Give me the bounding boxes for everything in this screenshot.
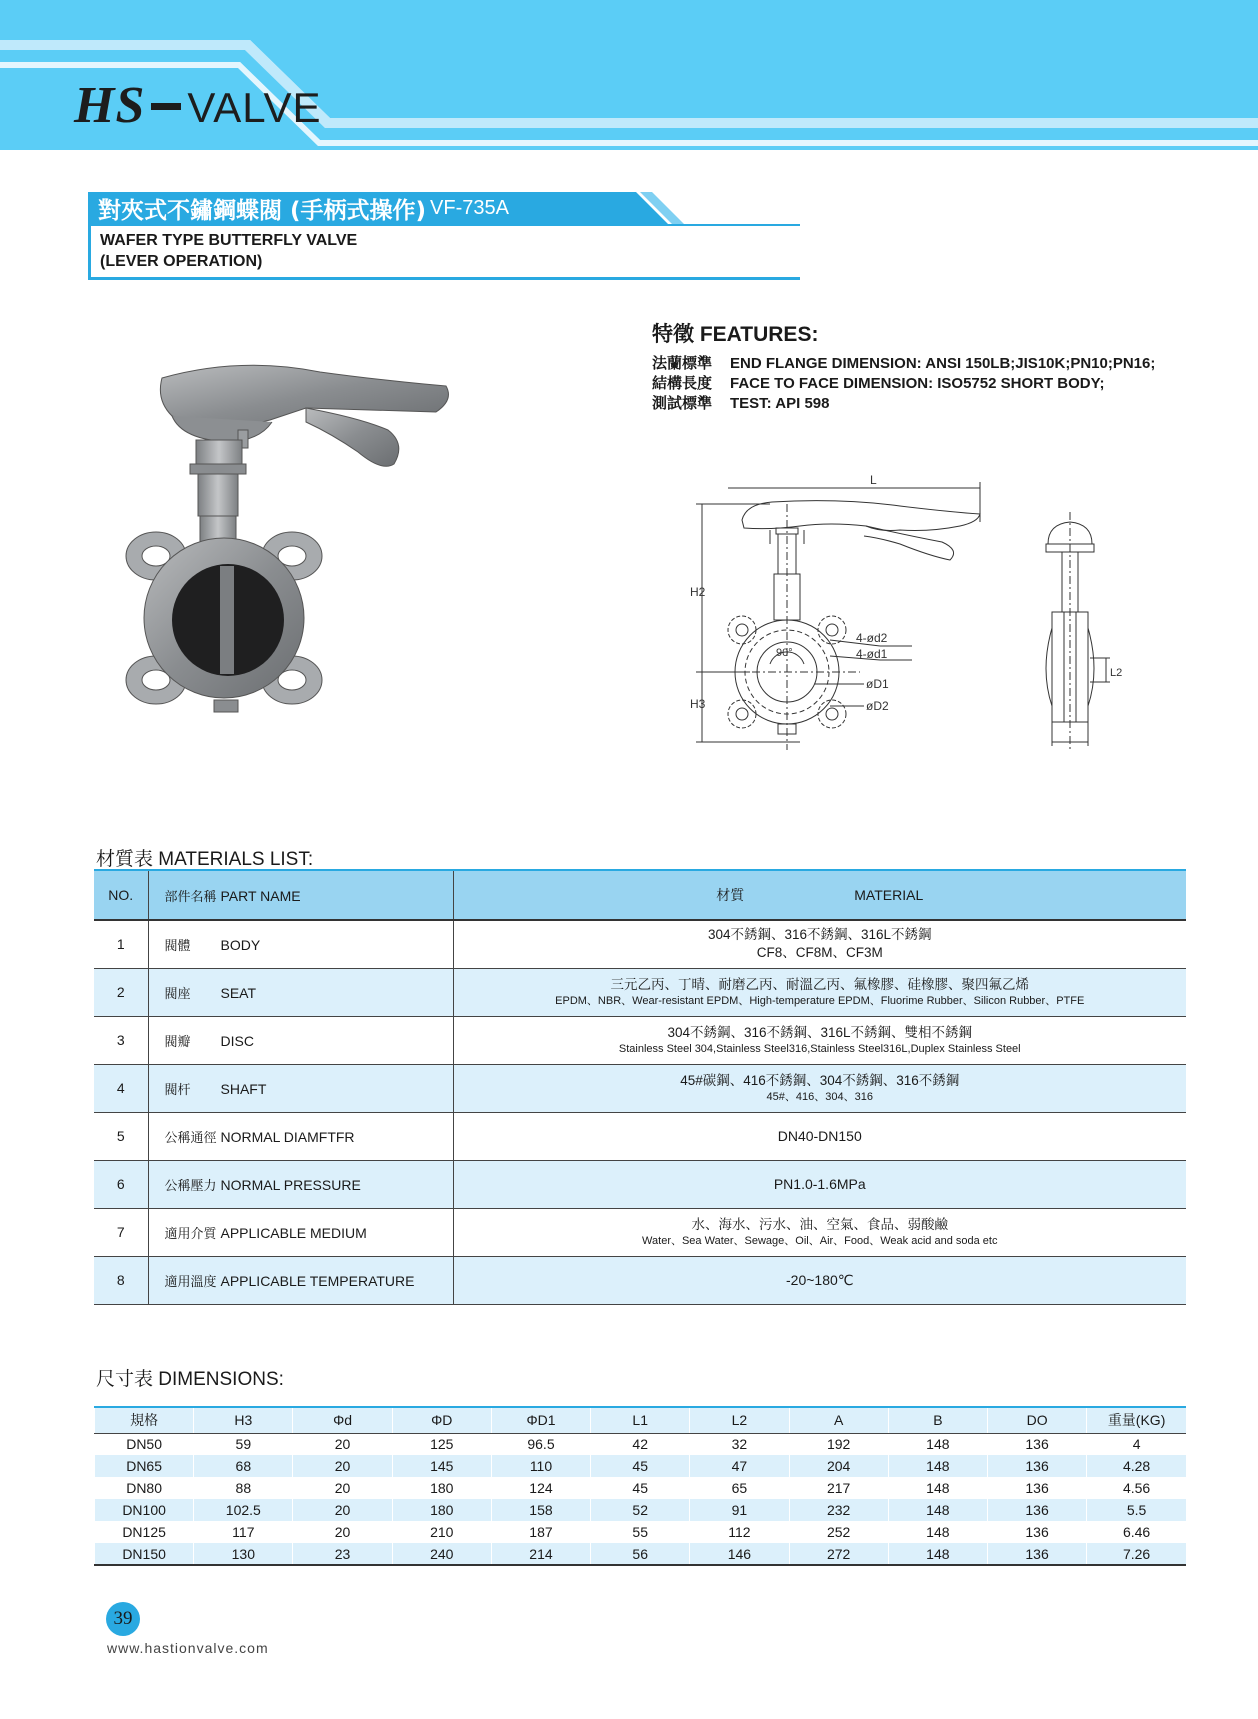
- material-part: [148, 1208, 453, 1256]
- label-l2: L2: [1110, 667, 1123, 679]
- side-view-drawing: [1030, 510, 1130, 760]
- dimensions-column-header: H3: [194, 1407, 293, 1433]
- dimensions-cell: 117: [194, 1521, 293, 1543]
- dimensions-column-header: A: [789, 1407, 888, 1433]
- part-cn: 公稱壓力: [164, 1177, 217, 1193]
- material-value: [453, 920, 1186, 968]
- dimensions-cell: DN50: [95, 1433, 194, 1455]
- materials-heading: 材質表 MATERIALS LIST:: [96, 849, 314, 870]
- dimensions-cell: 32: [690, 1433, 789, 1455]
- dimensions-cell: 214: [491, 1543, 590, 1565]
- dimensions-cell: 4.28: [1087, 1455, 1186, 1477]
- dimensions-row: [95, 1455, 1187, 1477]
- part-cn: 閥體: [164, 937, 191, 953]
- material-no: 4: [94, 1064, 148, 1112]
- material-no: 8: [94, 1256, 148, 1304]
- dimensions-table: [94, 1406, 1186, 1566]
- dimensions-cell: 59: [194, 1433, 293, 1455]
- material-cn: 304不銹鋼、316不銹鋼、316L不銹鋼、雙相不銹鋼: [667, 1024, 973, 1040]
- dimensions-column-header: 規格: [95, 1407, 194, 1433]
- dimensions-cell: 180: [392, 1499, 491, 1521]
- dimensions-cell: 217: [789, 1477, 888, 1499]
- material-cn: DN40-DN150: [777, 1128, 862, 1144]
- dimensions-cell: 52: [591, 1499, 690, 1521]
- part-cn: 適用溫度: [164, 1273, 217, 1289]
- front-view-drawing: [680, 470, 1000, 760]
- dimensions-cell: 187: [491, 1521, 590, 1543]
- material-row: [94, 1064, 1186, 1112]
- dimensions-cell: 42: [591, 1433, 690, 1455]
- feature-cn: 結構長度: [652, 375, 713, 392]
- part-cn: 閥座: [164, 985, 191, 1001]
- dimensions-cell: 148: [888, 1543, 987, 1565]
- part-en: BODY: [220, 936, 261, 953]
- website-url: www.hastionvalve.com: [107, 1640, 269, 1656]
- feature-en: END FLANGE DIMENSION: ANSI 150LB;JIS10K;PN10;PN16;: [730, 355, 1156, 372]
- material-value: [453, 1112, 1186, 1160]
- label-h2: H2: [690, 585, 706, 599]
- feature-item: [652, 374, 1212, 394]
- title-model: VF-735A: [430, 196, 509, 219]
- part-cn: 閥杆: [164, 1081, 191, 1097]
- material-en: Stainless Steel 304,Stainless Steel316,Stainless Steel316L,Duplex Stainless Steel: [618, 1042, 1021, 1055]
- dimensions-cell: 6.46: [1087, 1521, 1186, 1543]
- material-no: 6: [94, 1160, 148, 1208]
- dimensions-cell: 91: [690, 1499, 789, 1521]
- header-part-en: PART NAME: [220, 887, 301, 904]
- dimensions-cell: DN125: [95, 1521, 194, 1543]
- dimensions-row: [95, 1433, 1187, 1455]
- dimensions-cell: DN80: [95, 1477, 194, 1499]
- dimensions-cell: 110: [491, 1455, 590, 1477]
- dimensions-cell: 192: [789, 1433, 888, 1455]
- dimensions-cell: 125: [392, 1433, 491, 1455]
- dimensions-column-header: 重量(KG): [1087, 1407, 1186, 1433]
- dimensions-cell: 136: [987, 1477, 1086, 1499]
- material-value: [453, 1256, 1186, 1304]
- material-en: 45#、416、304、316: [766, 1090, 873, 1103]
- dimensions-header-row: [95, 1407, 1187, 1433]
- material-en: Water、Sea Water、Sewage、Oil、Air、Food、Weak acid and soda etc: [642, 1234, 998, 1247]
- dimensions-cell: 145: [392, 1455, 491, 1477]
- dimensions-cell: 136: [987, 1543, 1086, 1565]
- part-en: DISC: [220, 1032, 254, 1049]
- dimensions-cell: 148: [888, 1455, 987, 1477]
- product-photo: [120, 360, 460, 760]
- material-value: [453, 1064, 1186, 1112]
- dimensions-column-header: Φd: [293, 1407, 392, 1433]
- product-title-block: [88, 192, 800, 280]
- dimensions-cell: 20: [293, 1477, 392, 1499]
- feature-en: FACE TO FACE DIMENSION: ISO5752 SHORT BODY;: [730, 375, 1105, 392]
- material-value: [453, 1208, 1186, 1256]
- material-row: [94, 968, 1186, 1016]
- material-no: 2: [94, 968, 148, 1016]
- feature-cn: 測試標準: [652, 395, 713, 412]
- dimensions-cell: 136: [987, 1433, 1086, 1455]
- dimensions-row: [95, 1499, 1187, 1521]
- material-part: [148, 1016, 453, 1064]
- part-en: SEAT: [220, 984, 257, 1001]
- logo-valve: VALVE: [187, 84, 322, 131]
- dimensions-cell: 180: [392, 1477, 491, 1499]
- header-part-cn: 部件名稱: [164, 888, 217, 904]
- dimensions-cell: 204: [789, 1455, 888, 1477]
- material-part: [148, 1160, 453, 1208]
- material-part: [148, 968, 453, 1016]
- header-material-cn: 材質: [716, 887, 745, 903]
- dimensions-cell: 148: [888, 1521, 987, 1543]
- dimensions-cell: 148: [888, 1433, 987, 1455]
- feature-cn: 法蘭標準: [652, 355, 713, 372]
- material-no: 3: [94, 1016, 148, 1064]
- dimensions-row: [95, 1477, 1187, 1499]
- label-d2: 4-ød2: [856, 631, 888, 645]
- dimensions-cell: 102.5: [194, 1499, 293, 1521]
- label-angle: 90°: [776, 647, 793, 659]
- feature-item: [652, 394, 1212, 414]
- dimensions-cell: 240: [392, 1543, 491, 1565]
- title-bar-tail: [608, 192, 800, 226]
- dimensions-cell: 56: [591, 1543, 690, 1565]
- label-d1: 4-ød1: [856, 647, 888, 661]
- dimensions-cell: 158: [491, 1499, 590, 1521]
- material-value: [453, 1160, 1186, 1208]
- page-number-badge: 39: [106, 1602, 140, 1636]
- dimensions-cell: 210: [392, 1521, 491, 1543]
- part-en: APPLICABLE MEDIUM: [220, 1224, 367, 1241]
- dimensions-cell: DN100: [95, 1499, 194, 1521]
- label-l: L: [870, 473, 877, 487]
- dimensions-column-header: ΦD1: [491, 1407, 590, 1433]
- material-row: [94, 1112, 1186, 1160]
- dimensions-cell: 96.5: [491, 1433, 590, 1455]
- header-banner: [0, 0, 1258, 150]
- dimensions-cell: 23: [293, 1543, 392, 1565]
- material-cn: 三元乙丙、丁晴、耐磨乙丙、耐溫乙丙、氟橡膠、硅橡膠、聚四氟乙烯: [610, 976, 1029, 992]
- header-part-name: [148, 870, 453, 920]
- dimensions-cell: 20: [293, 1455, 392, 1477]
- material-part: [148, 1064, 453, 1112]
- part-en: APPLICABLE TEMPERATURE: [220, 1272, 415, 1289]
- material-part: [148, 1256, 453, 1304]
- part-cn: 閥瓣: [164, 1033, 191, 1049]
- dimensions-cell: 45: [591, 1455, 690, 1477]
- logo-hs: HS: [74, 77, 146, 134]
- dimensions-column-header: ΦD: [392, 1407, 491, 1433]
- dimensions-cell: 88: [194, 1477, 293, 1499]
- material-row: [94, 920, 1186, 968]
- material-no: 1: [94, 920, 148, 968]
- material-row: [94, 1160, 1186, 1208]
- dimensions-column-header: L2: [690, 1407, 789, 1433]
- dimensions-heading: 尺寸表 DIMENSIONS:: [96, 1369, 284, 1390]
- dimensions-cell: 136: [987, 1499, 1086, 1521]
- dimensions-cell: 4: [1087, 1433, 1186, 1455]
- label-h3: H3: [690, 697, 706, 711]
- dimensions-cell: 20: [293, 1521, 392, 1543]
- dimensions-cell: 136: [987, 1455, 1086, 1477]
- part-en: NORMAL DIAMFTFR: [220, 1128, 355, 1145]
- dimensions-cell: 232: [789, 1499, 888, 1521]
- material-cn: PN1.0-1.6MPa: [773, 1176, 866, 1192]
- material-row: [94, 1256, 1186, 1304]
- header-material-en: MATERIAL: [854, 887, 924, 903]
- part-cn: 適用介質: [164, 1225, 217, 1241]
- material-en: CF8、CF8M、CF3M: [756, 945, 883, 961]
- material-part: [148, 1112, 453, 1160]
- dimensions-column-header: B: [888, 1407, 987, 1433]
- dimensions-cell: 65: [690, 1477, 789, 1499]
- material-value: [453, 968, 1186, 1016]
- dimensions-cell: 112: [690, 1521, 789, 1543]
- logo-dash: [151, 103, 181, 110]
- dimensions-cell: 252: [789, 1521, 888, 1543]
- dimensions-column-header: L1: [591, 1407, 690, 1433]
- header-no: NO.: [94, 870, 148, 920]
- header-material: [453, 870, 1186, 920]
- dimensions-cell: 148: [888, 1499, 987, 1521]
- dimensions-row: [95, 1543, 1187, 1565]
- label-dh: øD1: [866, 677, 889, 691]
- feature-en: TEST: API 598: [730, 395, 830, 412]
- material-no: 5: [94, 1112, 148, 1160]
- dimensions-cell: 20: [293, 1499, 392, 1521]
- material-part: [148, 920, 453, 968]
- title-bottom-rule: [88, 277, 800, 280]
- dimensions-cell: 55: [591, 1521, 690, 1543]
- title-english-line1: WAFER TYPE BUTTERFLY VALVE: [100, 232, 358, 249]
- dimensions-column-header: DO: [987, 1407, 1086, 1433]
- dimensions-cell: 68: [194, 1455, 293, 1477]
- dimensions-cell: DN150: [95, 1543, 194, 1565]
- material-cn: 水、海水、污水、油、空氣、食品、弱酸鹼: [691, 1216, 948, 1232]
- dimensions-cell: 148: [888, 1477, 987, 1499]
- dimensions-cell: 124: [491, 1477, 590, 1499]
- dimensions-cell: 7.26: [1087, 1543, 1186, 1565]
- dimensions-cell: 4.56: [1087, 1477, 1186, 1499]
- dimensions-cell: 45: [591, 1477, 690, 1499]
- dimensions-cell: 146: [690, 1543, 789, 1565]
- material-no: 7: [94, 1208, 148, 1256]
- dimensions-cell: 47: [690, 1455, 789, 1477]
- title-english-line2: (LEVER OPERATION): [100, 253, 263, 270]
- materials-header-row: [94, 870, 1186, 920]
- material-cn: -20~180℃: [786, 1271, 854, 1288]
- dimensions-row: [95, 1521, 1187, 1543]
- logo: [74, 72, 322, 132]
- material-row: [94, 1016, 1186, 1064]
- part-en: NORMAL PRESSURE: [220, 1176, 361, 1193]
- title-left-bar: [88, 224, 91, 280]
- part-cn: 公稱通徑: [164, 1129, 217, 1145]
- dimensions-cell: 272: [789, 1543, 888, 1565]
- material-cn: 304不銹鋼、316不銹鋼、316L不銹鋼: [707, 927, 932, 943]
- title-rule: [88, 224, 800, 226]
- title-bar: [88, 192, 608, 224]
- dimensions-cell: DN65: [95, 1455, 194, 1477]
- dimensions-cell: 136: [987, 1521, 1086, 1543]
- label-dd: øD2: [866, 699, 889, 713]
- feature-item: [652, 354, 1212, 374]
- material-value: [453, 1016, 1186, 1064]
- title-chinese: 對夾式不鏽鋼蝶閥 (手柄式操作): [98, 197, 427, 224]
- dimensions-cell: 20: [293, 1433, 392, 1455]
- features-section: [652, 318, 1212, 414]
- dimensions-cell: 130: [194, 1543, 293, 1565]
- features-heading: 特徵 FEATURES:: [652, 323, 819, 346]
- materials-table: [94, 869, 1186, 1305]
- material-row: [94, 1208, 1186, 1256]
- dimensions-cell: 5.5: [1087, 1499, 1186, 1521]
- part-en: SHAFT: [220, 1080, 267, 1097]
- material-cn: 45#碳鋼、416不銹鋼、304不銹鋼、316不銹鋼: [680, 1072, 960, 1088]
- material-en: EPDM、NBR、Wear-resistant EPDM、High-temperature EPDM、Fluorime Rubber、Silicon Rubber、PTFE: [555, 994, 1085, 1007]
